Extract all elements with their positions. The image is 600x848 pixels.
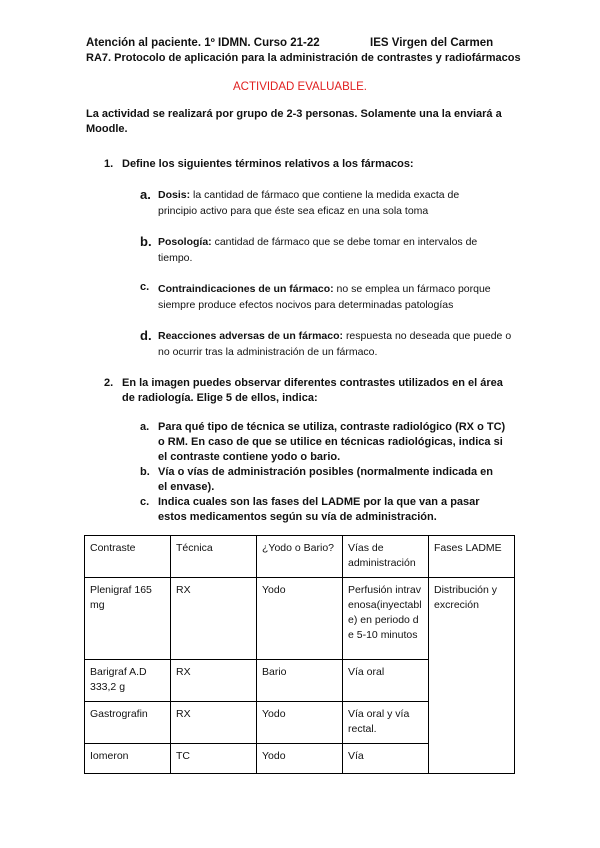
cell-vias: Perfusión intravenosa(inyectable) en periodo de 5-10 minutos bbox=[343, 578, 429, 660]
definition-contraindicaciones: no se emplea un fármaco porque siempre produce efectos nocivos para determinadas patologías bbox=[158, 283, 491, 311]
q1-item-b bbox=[158, 234, 498, 266]
q2-text: En la imagen puedes observar diferentes contrastes utilizados en el área de radiología. Elige 5 de ellos, indica: bbox=[122, 377, 503, 404]
q1-item-a-marker: a. bbox=[140, 187, 151, 202]
q1-number: 1. bbox=[104, 158, 114, 170]
definition-posologia: cantidad de fármaco que se debe tomar en intervalos de tiempo. bbox=[158, 236, 478, 264]
definition-dosis: la cantidad de fármaco que contiene la medida exacta de principio activo para que éste sea eficaz en una sola toma bbox=[158, 189, 460, 217]
cell-tecnica: RX bbox=[171, 702, 257, 744]
q1-item-b-marker: b. bbox=[140, 234, 152, 249]
q2-item-b: Vía o vías de administración posibles (normalmente indicada en el envase). bbox=[158, 466, 493, 493]
header-yodo-bario: ¿Yodo o Bario? bbox=[257, 536, 343, 578]
cell-tecnica: RX bbox=[171, 660, 257, 702]
table-header-row bbox=[85, 536, 515, 578]
q2-item-c-marker: c. bbox=[140, 496, 150, 508]
q1-item-d bbox=[158, 328, 518, 360]
definition-reacciones-adversas: respuesta no deseada que puede o no ocurrir tras la administración de un fármaco. bbox=[158, 330, 512, 358]
q1-item-a bbox=[158, 187, 488, 219]
activity-title: ACTIVIDAD EVALUABLE. bbox=[233, 81, 367, 93]
cell-tecnica: TC bbox=[171, 744, 257, 774]
cell-fases-ladme: Distribución y excreción bbox=[429, 578, 515, 774]
cell-contraste: Gastrografin bbox=[85, 702, 171, 744]
term-contraindicaciones: Contraindicaciones de un fármaco: bbox=[158, 283, 334, 295]
q1-item-d-marker: d. bbox=[140, 328, 152, 343]
term-reacciones-adversas: Reacciones adversas de un fármaco: bbox=[158, 330, 344, 342]
q2-number: 2. bbox=[104, 377, 114, 389]
cell-contraste: Barigraf A.D 333,2 g bbox=[85, 660, 171, 702]
q1-item-c bbox=[158, 281, 498, 313]
term-posologia: Posología: bbox=[158, 236, 212, 248]
cell-yodo-bario: Bario bbox=[257, 660, 343, 702]
contrast-table bbox=[84, 535, 515, 774]
cell-contraste: Plenigraf 165 mg bbox=[85, 578, 171, 660]
header-school: IES Virgen del Carmen bbox=[370, 37, 494, 49]
term-dosis: Dosis: bbox=[158, 189, 191, 201]
cell-contraste: Iomeron bbox=[85, 744, 171, 774]
cell-yodo-bario: Yodo bbox=[257, 702, 343, 744]
q1-item-c-marker: c. bbox=[140, 281, 150, 293]
table-row bbox=[85, 578, 515, 660]
cell-vias: Vía oral y vía rectal. bbox=[343, 702, 429, 744]
header-tecnica: Técnica bbox=[171, 536, 257, 578]
q2-item-b-marker: b. bbox=[140, 466, 150, 478]
header-course: Atención al paciente. 1º IDMN. Curso 21-22 bbox=[86, 37, 320, 49]
cell-yodo-bario: Yodo bbox=[257, 744, 343, 774]
intro-text: La actividad se realizará por grupo de 2-3 personas. Solamente una la enviará a Moodle. bbox=[86, 108, 502, 135]
cell-tecnica: RX bbox=[171, 578, 257, 660]
q2-item-c: Indica cuales son las fases del LADME por la que van a pasar estos medicamentos según su vía de administración. bbox=[158, 496, 480, 523]
cell-yodo-bario: Yodo bbox=[257, 578, 343, 660]
q2-item-a-marker: a. bbox=[140, 421, 150, 433]
q2-item-a: Para qué tipo de técnica se utiliza, contraste radiológico (RX o TC) o RM. En caso de que se utilice en técnicas radiológicas, indica si el contraste contiene yodo o bario. bbox=[158, 421, 506, 463]
header-subject: RA7. Protocolo de aplicación para la administración de contrastes y radiofármacos bbox=[86, 52, 521, 64]
header-vias: Vías de administración bbox=[343, 536, 429, 578]
q1-text: Define los siguientes términos relativos a los fármacos: bbox=[122, 158, 414, 170]
header-fases-ladme: Fases LADME bbox=[429, 536, 515, 578]
header-contraste: Contraste bbox=[85, 536, 171, 578]
cell-vias: Vía bbox=[343, 744, 429, 774]
cell-vias: Vía oral bbox=[343, 660, 429, 702]
